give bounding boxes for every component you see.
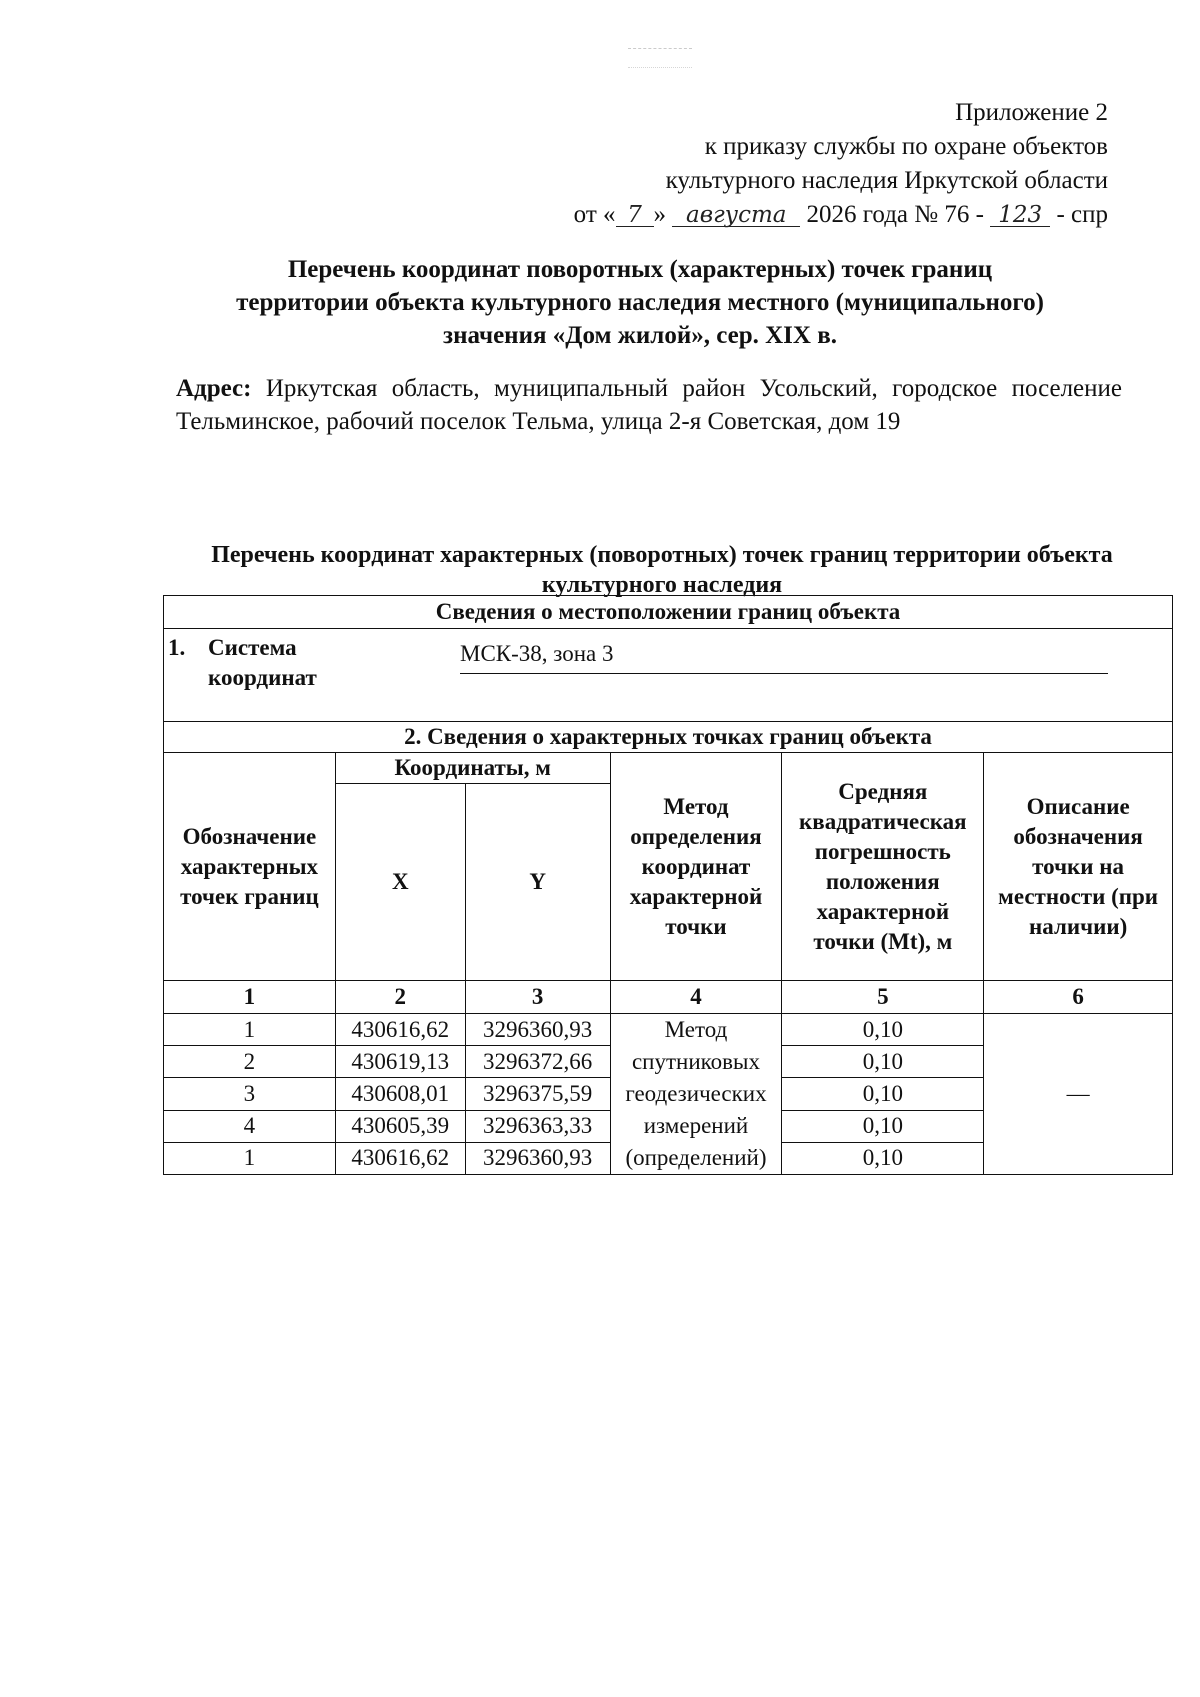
y-cell: 3296363,33 xyxy=(465,1110,610,1142)
y-cell: 3296372,66 xyxy=(465,1046,610,1078)
description-cell: — xyxy=(984,1014,1173,1175)
col-number-3: 3 xyxy=(465,981,610,1014)
point-cell: 4 xyxy=(164,1110,336,1142)
date-prefix: от « xyxy=(573,201,616,228)
x-cell: 430616,62 xyxy=(335,1142,465,1174)
col-number-1: 1 xyxy=(164,981,336,1014)
x-cell: 430619,13 xyxy=(335,1046,465,1078)
coordinate-system-row xyxy=(164,629,1173,722)
x-cell: 430608,01 xyxy=(335,1078,465,1110)
col-x-header: X xyxy=(335,784,465,981)
point-cell: 2 xyxy=(164,1046,336,1078)
section2-title: 2. Сведения о характерных точках границ объекта xyxy=(164,722,1173,753)
address-text: Иркутская область, муниципальный район Усольский, городское поселение Тельминское, рабочий поселок Тельма, улица 2-я Советская, дом 19 xyxy=(176,375,1122,435)
address-block xyxy=(176,372,1122,438)
system-label-line-2: координат xyxy=(208,665,317,690)
order-date-line xyxy=(574,198,1108,232)
mt-cell: 0,10 xyxy=(782,1014,984,1046)
x-cell: 430616,62 xyxy=(335,1014,465,1046)
section1-title: Сведения о местоположении границ объекта xyxy=(164,596,1173,629)
document-title xyxy=(160,253,1120,352)
table-title-line-1: Перечень координат характерных (поворотных) точек границ территории объекта xyxy=(211,542,1113,568)
y-cell: 3296360,93 xyxy=(465,1014,610,1046)
coordinates-table xyxy=(163,595,1173,1175)
col-number-5: 5 xyxy=(782,981,984,1014)
title-line-3: значения «Дом жилой», сер. XIX в. xyxy=(443,322,837,349)
col-error-header: Средняя квадратическая погрешность положения характерной точки (Mt), м xyxy=(782,753,984,981)
mt-cell: 0,10 xyxy=(782,1046,984,1078)
handwritten-month: августа xyxy=(672,204,800,227)
point-cell: 1 xyxy=(164,1014,336,1046)
mt-cell: 0,10 xyxy=(782,1142,984,1174)
col-desc-header: Описание обозначения точки на местности (при наличии) xyxy=(984,753,1173,981)
system-label-line-1: Система xyxy=(208,635,297,660)
order-authority: культурного наследия Иркутской области xyxy=(665,167,1108,194)
col-number-4: 4 xyxy=(610,981,782,1014)
method-cell: Метод спутниковых геодезических измерений (определений) xyxy=(610,1014,782,1175)
handwritten-order-number: 123 xyxy=(990,204,1050,227)
table-title xyxy=(164,540,1160,600)
title-line-1: Перечень координат поворотных (характерных) точек границ xyxy=(287,256,993,283)
handwritten-day: 7 xyxy=(616,204,654,227)
order-suffix: - спр xyxy=(1056,201,1108,228)
system-number: 1. xyxy=(168,635,186,660)
order-reference: к приказу службы по охране объектов xyxy=(704,133,1108,160)
x-cell: 430605,39 xyxy=(335,1110,465,1142)
table-title-line-2: культурного наследия xyxy=(541,572,783,598)
col-method-header: Метод определения координат характерной точки xyxy=(610,753,782,981)
point-cell: 3 xyxy=(164,1078,336,1110)
system-label xyxy=(208,629,460,693)
appendix-header xyxy=(574,96,1108,232)
system-value: МСК-38, зона 3 xyxy=(460,629,1108,674)
col-number-2: 2 xyxy=(335,981,465,1014)
col-point-header: Обозначение характерных точек границ xyxy=(164,753,336,981)
y-cell: 3296360,93 xyxy=(465,1142,610,1174)
year-text: 2026 года № 76 - xyxy=(806,201,984,228)
point-cell: 1 xyxy=(164,1142,336,1174)
appendix-number: Приложение 2 xyxy=(955,99,1108,126)
address-label: Адрес: xyxy=(176,375,252,402)
col-number-6: 6 xyxy=(984,981,1173,1014)
title-line-2: территории объекта культурного наследия местного (муниципального) xyxy=(236,289,1044,316)
mt-cell: 0,10 xyxy=(782,1078,984,1110)
date-mid: » xyxy=(653,201,667,228)
col-coords-header: Координаты, м xyxy=(335,753,610,784)
scan-mark xyxy=(628,48,692,68)
mt-cell: 0,10 xyxy=(782,1110,984,1142)
table-row xyxy=(164,1014,1173,1046)
col-y-header: Y xyxy=(465,784,610,981)
y-cell: 3296375,59 xyxy=(465,1078,610,1110)
